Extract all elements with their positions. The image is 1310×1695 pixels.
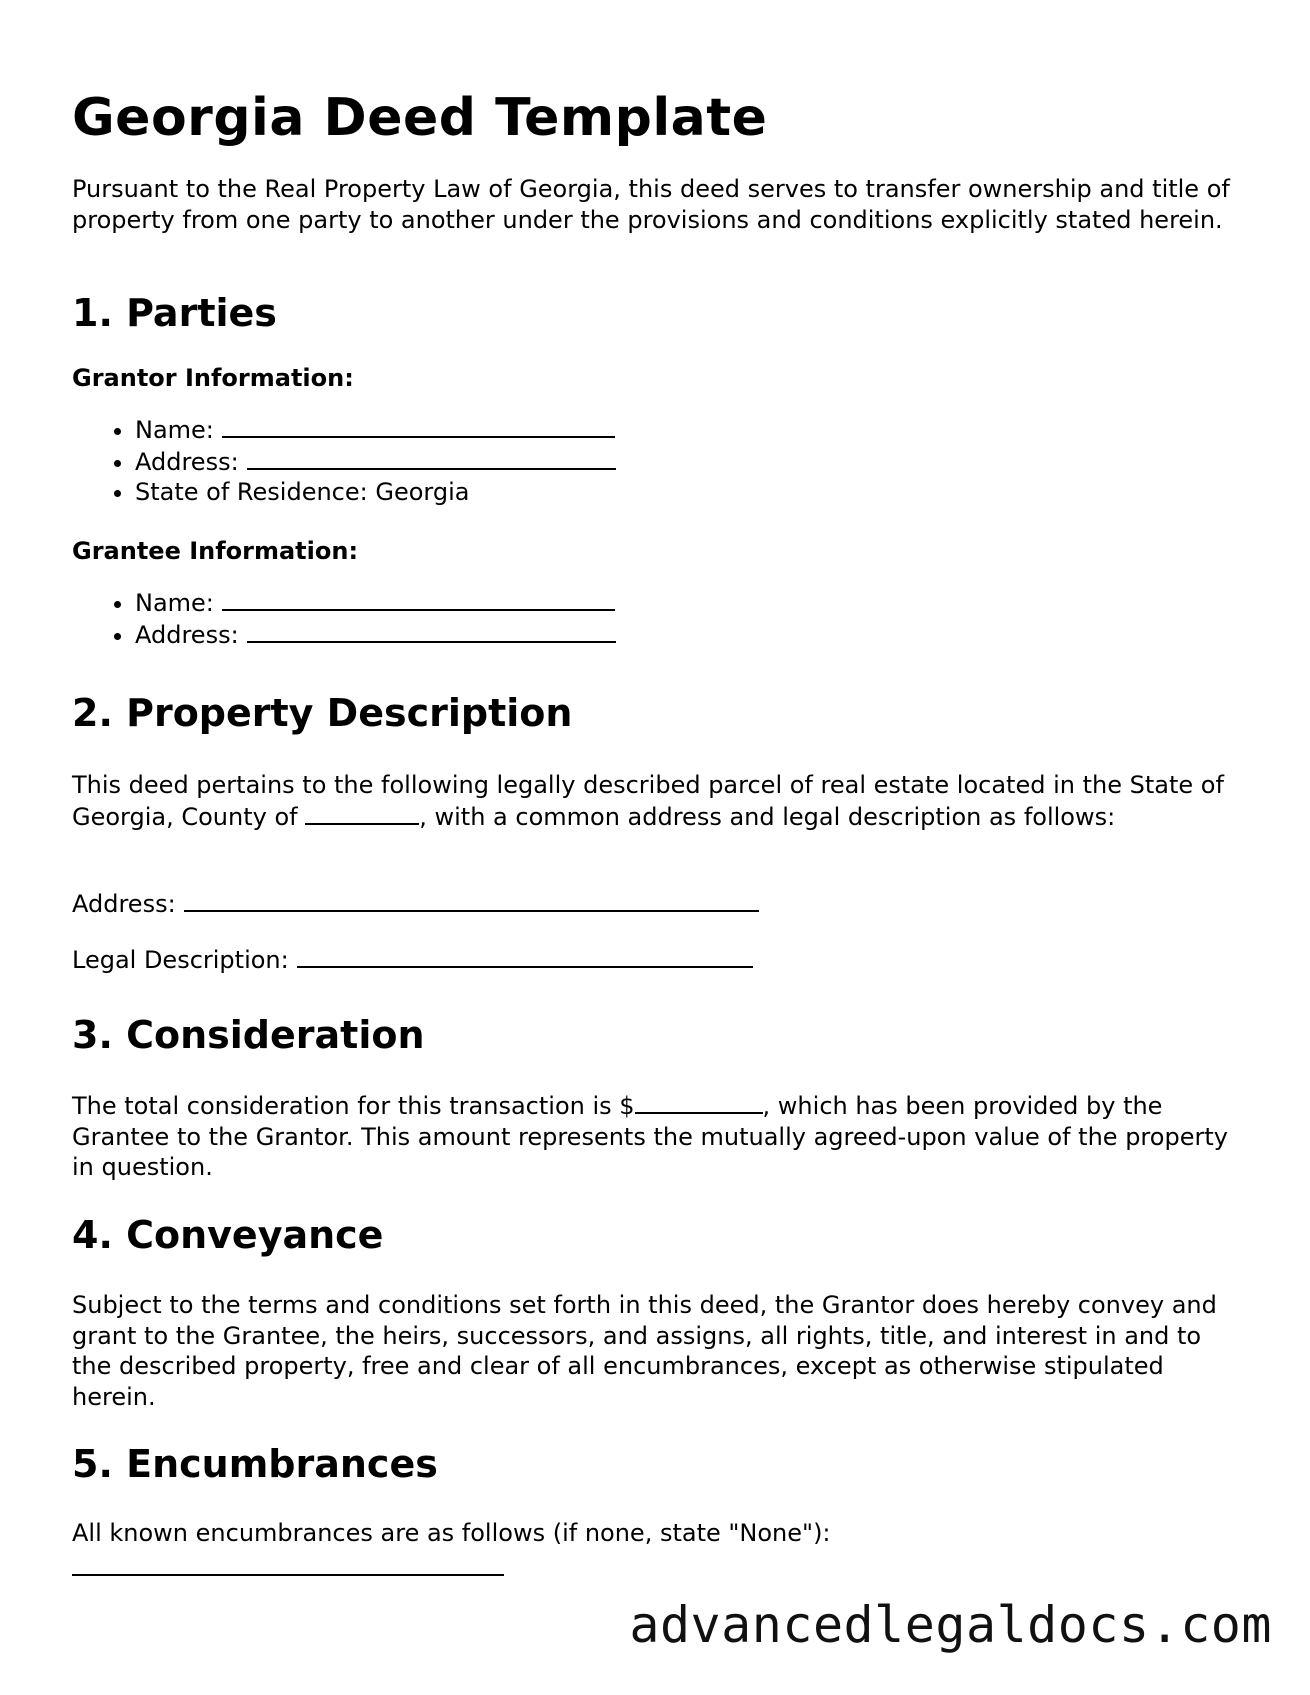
section-heading-consideration: 3. Consideration (72, 1013, 425, 1057)
section-heading-encumbrances: 5. Encumbrances (72, 1442, 438, 1486)
grantee-name-label: Name: (135, 589, 214, 617)
grantee-address-item (135, 619, 616, 651)
encumbrances-blank[interactable] (72, 1574, 504, 1576)
consideration-text-before: The total consideration for this transaction is $ (72, 1092, 635, 1120)
section-heading-conveyance: 4. Conveyance (72, 1213, 384, 1257)
intro-paragraph: Pursuant to the Real Property Law of Georgia, this deed serves to transfer ownership and title of property from one party to another under the provisions and conditions explicitly stated herein. (72, 175, 1230, 234)
grantor-address-blank[interactable] (247, 446, 616, 470)
legal-description-line (72, 944, 1242, 976)
grantee-name-blank[interactable] (222, 587, 615, 611)
watermark: advancedlegaldocs.com (629, 1596, 1272, 1654)
grantee-address-blank[interactable] (247, 619, 616, 643)
property-text-before: This deed pertains to the following legally described parcel of real estate located in the State of Georgia, County of (72, 771, 1224, 831)
section-heading-property: 2. Property Description (72, 691, 573, 735)
conveyance-paragraph: Subject to the terms and conditions set forth in this deed, the Grantor does hereby convey and grant to the Grantee, the heirs, successors, and assigns, all rights, title, and interest in and to the described property, free and clear of all encumbrances, except as otherwise stipulated herein. (72, 1291, 1217, 1411)
document-title: Georgia Deed Template (72, 88, 768, 148)
consideration-paragraph (72, 1090, 1242, 1183)
section-heading-parties: 1. Parties (72, 291, 277, 335)
grantor-name-item (135, 414, 616, 446)
encumbrances-paragraph: All known encumbrances are as follows (if none, state "None"): (72, 1519, 831, 1547)
grantor-heading: Grantor Information: (72, 364, 354, 392)
property-address-line (72, 888, 1242, 920)
grantee-heading: Grantee Information: (72, 537, 359, 565)
consideration-text-after: , which has been provided by the Grantee to the Grantor. This amount represents the mutually agreed-upon value of the property in question. (72, 1092, 1228, 1181)
county-blank[interactable] (305, 801, 419, 825)
grantor-name-blank[interactable] (222, 414, 615, 438)
property-text-after: , with a common address and legal description as follows: (419, 802, 1116, 831)
grantee-name-item (135, 587, 616, 619)
grantor-address-label: Address: (135, 447, 239, 476)
property-address-blank[interactable] (184, 888, 759, 912)
legal-description-blank[interactable] (297, 944, 753, 968)
grantee-address-label: Address: (135, 620, 239, 649)
grantee-list (72, 587, 616, 650)
grantor-state-item: • State of Residence: Georgia (135, 477, 616, 508)
grantor-name-label: Name: (135, 416, 214, 444)
grantor-address-item (135, 446, 616, 478)
consideration-amount-blank[interactable] (635, 1090, 763, 1114)
property-address-label: Address: (72, 890, 176, 918)
property-paragraph (72, 770, 1242, 832)
grantor-list (72, 414, 616, 508)
legal-description-label: Legal Description: (72, 946, 289, 974)
